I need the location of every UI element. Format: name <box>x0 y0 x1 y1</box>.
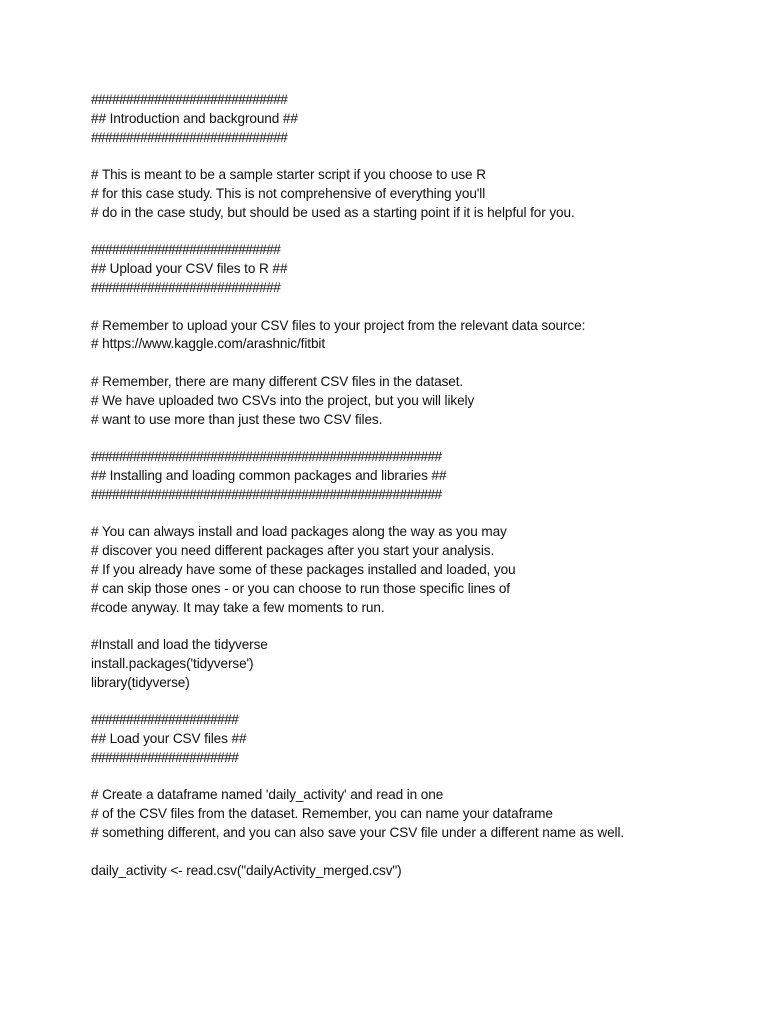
blank-line <box>91 429 731 448</box>
comment-line: # You can always install and load packages along the way as you may <box>91 524 507 540</box>
section-upload <box>91 241 731 429</box>
section-header-rule: ##################### <box>91 712 239 728</box>
section-load-csv <box>91 711 731 880</box>
comment-line: # of the CSV files from the dataset. Remember, you can name your dataframe <box>91 806 553 822</box>
comment-line: # can skip those ones - or you can choose to run those specific lines of <box>91 580 510 596</box>
blank-line <box>91 505 731 524</box>
blank-line <box>91 147 731 166</box>
comment-line: # Remember to upload your CSV files to your project from the relevant data source: <box>91 317 586 333</box>
comment-line: #Install and load the tidyverse <box>91 637 268 653</box>
comment-line: # Create a dataframe named 'daily_activity' and read in one <box>91 787 444 803</box>
comment-line: # Remember, there are many different CSV files in the dataset. <box>91 373 464 389</box>
comment-line: #code anyway. It may take a few moments to run. <box>91 599 385 615</box>
section-header-rule: ############################ <box>91 92 288 107</box>
section-header-title: ## Load your CSV files ## <box>91 731 247 747</box>
blank-line <box>91 768 731 787</box>
section-header-rule: ############################ <box>91 129 288 145</box>
section-header-rule: ################################################## <box>91 449 442 465</box>
comment-line: # do in the case study, but should be used as a starting point if it is helpful for you. <box>91 204 575 220</box>
code-line: install.packages('tidyverse') <box>91 655 254 671</box>
section-introduction <box>91 91 731 223</box>
comment-line: # discover you need different packages after you start your analysis. <box>91 543 495 559</box>
comment-line: # want to use more than just these two CSV files. <box>91 411 383 427</box>
section-header-rule: ################################################## <box>91 486 442 502</box>
section-header-rule: ##################### <box>91 749 239 765</box>
section-packages <box>91 448 731 692</box>
document-page <box>91 91 731 880</box>
section-header-rule: ########################### <box>91 242 281 258</box>
comment-line: # If you already have some of these packages installed and loaded, you <box>91 561 516 577</box>
code-line: library(tidyverse) <box>91 674 190 690</box>
comment-line: # for this case study. This is not comprehensive of everything you'll <box>91 185 486 201</box>
blank-line <box>91 693 731 712</box>
comment-line: # We have uploaded two CSVs into the project, but you will likely <box>91 392 475 408</box>
blank-line <box>91 298 731 317</box>
blank-line <box>91 354 731 373</box>
blank-line <box>91 843 731 862</box>
blank-line <box>91 223 731 242</box>
section-header-rule: ########################### <box>91 279 281 295</box>
code-line: daily_activity <- read.csv("dailyActivity_merged.csv") <box>91 862 402 878</box>
comment-line: # This is meant to be a sample starter script if you choose to use R <box>91 167 486 183</box>
blank-line <box>91 617 731 636</box>
comment-line: # something different, and you can also save your CSV file under a different name as well. <box>91 825 625 841</box>
section-header-title: ## Installing and loading common packages and libraries ## <box>91 467 447 483</box>
section-header-title: ## Introduction and background ## <box>91 110 298 126</box>
section-header-title: ## Upload your CSV files to R ## <box>91 261 288 277</box>
comment-line: # https://www.kaggle.com/arashnic/fitbit <box>91 336 325 352</box>
